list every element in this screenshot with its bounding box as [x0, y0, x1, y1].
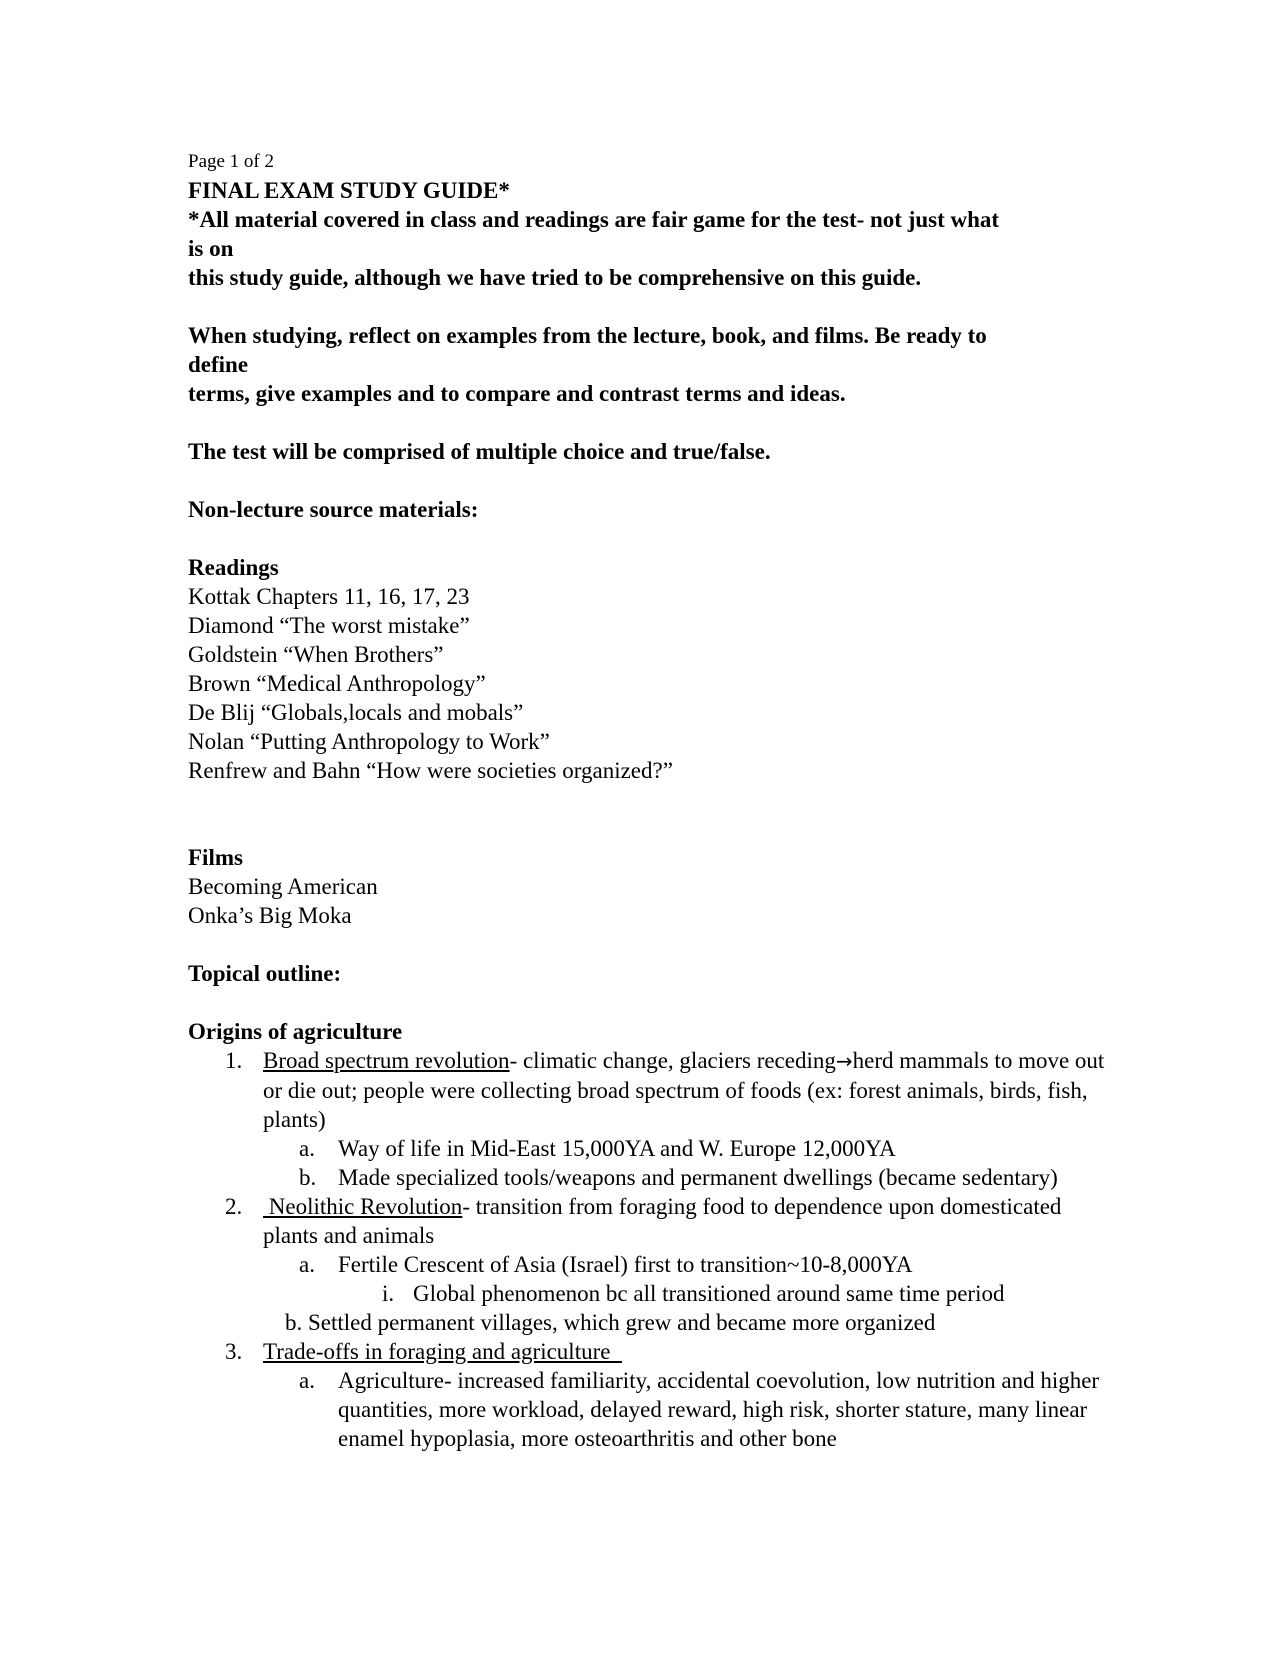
sources-heading: Non-lecture source materials: — [188, 497, 479, 522]
item-description: - climatic change, glaciers receding — [509, 1048, 836, 1073]
outline-subitem-1a — [188, 1134, 1108, 1163]
outline-subitem-2b: b. Settled permanent villages, which grew and became more organized — [285, 1310, 936, 1335]
outline-subitem-3a — [188, 1366, 1108, 1453]
outline-subitem-2a — [188, 1250, 1108, 1279]
term-broad-spectrum-revolution: Broad spectrum revolution — [263, 1048, 510, 1073]
spacer — [188, 408, 1108, 437]
outline-item-text — [263, 1192, 1108, 1250]
note-line-2: is on — [188, 236, 234, 261]
list-marker: a. — [299, 1136, 315, 1161]
studying-line-1: When studying, reflect on examples from the lecture, book, and films. Be ready to — [188, 323, 987, 348]
outline-item-text — [263, 1046, 1108, 1134]
outline-item-3 — [188, 1337, 1108, 1366]
film-item: Onka’s Big Moka — [188, 903, 352, 928]
spacer — [188, 466, 1108, 495]
readings-heading: Readings — [188, 555, 279, 580]
document-title: FINAL EXAM STUDY GUIDE* — [188, 178, 510, 203]
reading-item: Goldstein “When Brothers” — [188, 642, 444, 667]
outline-subitem-2ai — [188, 1279, 1108, 1308]
subitem-text: Made specialized tools/weapons and permanent dwellings (became sedentary) — [338, 1165, 1058, 1190]
reading-item: De Blij “Globals,locals and mobals” — [188, 700, 524, 725]
note-line-1: *All material covered in class and readings are fair game for the test- not just what — [188, 207, 1000, 232]
spacer — [188, 988, 1108, 1017]
studying-line-2: define — [188, 352, 249, 377]
subitem-text: Fertile Crescent of Asia (Israel) first to transition~10-8,000YA — [338, 1252, 913, 1277]
term-trade-offs: Trade-offs in foraging and agriculture — [263, 1339, 622, 1364]
reading-item: Kottak Chapters 11, 16, 17, 23 — [188, 584, 470, 609]
note-line-3: this study guide, although we have tried to be comprehensive on this guide. — [188, 265, 922, 290]
list-marker: b. — [299, 1165, 317, 1190]
spacer — [188, 785, 1108, 843]
reading-item: Nolan “Putting Anthropology to Work” — [188, 729, 550, 754]
film-item: Becoming American — [188, 874, 378, 899]
outline-item-2 — [188, 1192, 1108, 1250]
outline-subitem-1b — [188, 1163, 1108, 1192]
spacer — [188, 292, 1108, 321]
right-arrow-icon: → — [835, 1049, 853, 1073]
list-marker: a. — [299, 1252, 315, 1277]
section-heading: Origins of agriculture — [188, 1019, 403, 1044]
outline-item-text — [263, 1337, 1108, 1366]
outline-heading: Topical outline: — [188, 961, 342, 986]
reading-item: Renfrew and Bahn “How were societies organized?” — [188, 758, 673, 783]
item-description-continued: herd mammals to move out or die out; people were collecting broad spectrum of foods (ex: forest animals, birds, fish, plants) — [263, 1048, 1105, 1132]
reading-item: Brown “Medical Anthropology” — [188, 671, 486, 696]
films-heading: Films — [188, 845, 243, 870]
studying-line-3: terms, give examples and to compare and contrast terms and ideas. — [188, 381, 846, 406]
item-description: - transition from foraging food to dependence upon domesticated plants and animals — [263, 1194, 1062, 1248]
subitem-text: Way of life in Mid-East 15,000YA and W. Europe 12,000YA — [338, 1136, 896, 1161]
document-page — [188, 150, 1108, 1453]
test-format: The test will be comprised of multiple choice and true/false. — [188, 439, 771, 464]
page-number: Page 1 of 2 — [188, 151, 275, 172]
term-neolithic-revolution: Neolithic Revolution — [263, 1194, 463, 1219]
spacer — [188, 930, 1108, 959]
list-marker: 1. — [225, 1048, 243, 1073]
subitem-text: Global phenomenon bc all transitioned around same time period — [413, 1281, 1005, 1306]
outline-item-1 — [188, 1046, 1108, 1134]
list-marker: i. — [382, 1281, 395, 1306]
list-marker: a. — [299, 1368, 315, 1393]
subitem-text: Agriculture- increased familiarity, accidental coevolution, low nutrition and higher quantities, more workload, delayed reward, high risk, shorter stature, many linear enamel hypoplasia, more osteoarthritis and other bone — [338, 1368, 1100, 1451]
list-marker: 2. — [225, 1194, 243, 1219]
list-marker: 3. — [225, 1339, 243, 1364]
reading-item: Diamond “The worst mistake” — [188, 613, 470, 638]
spacer — [188, 524, 1108, 553]
